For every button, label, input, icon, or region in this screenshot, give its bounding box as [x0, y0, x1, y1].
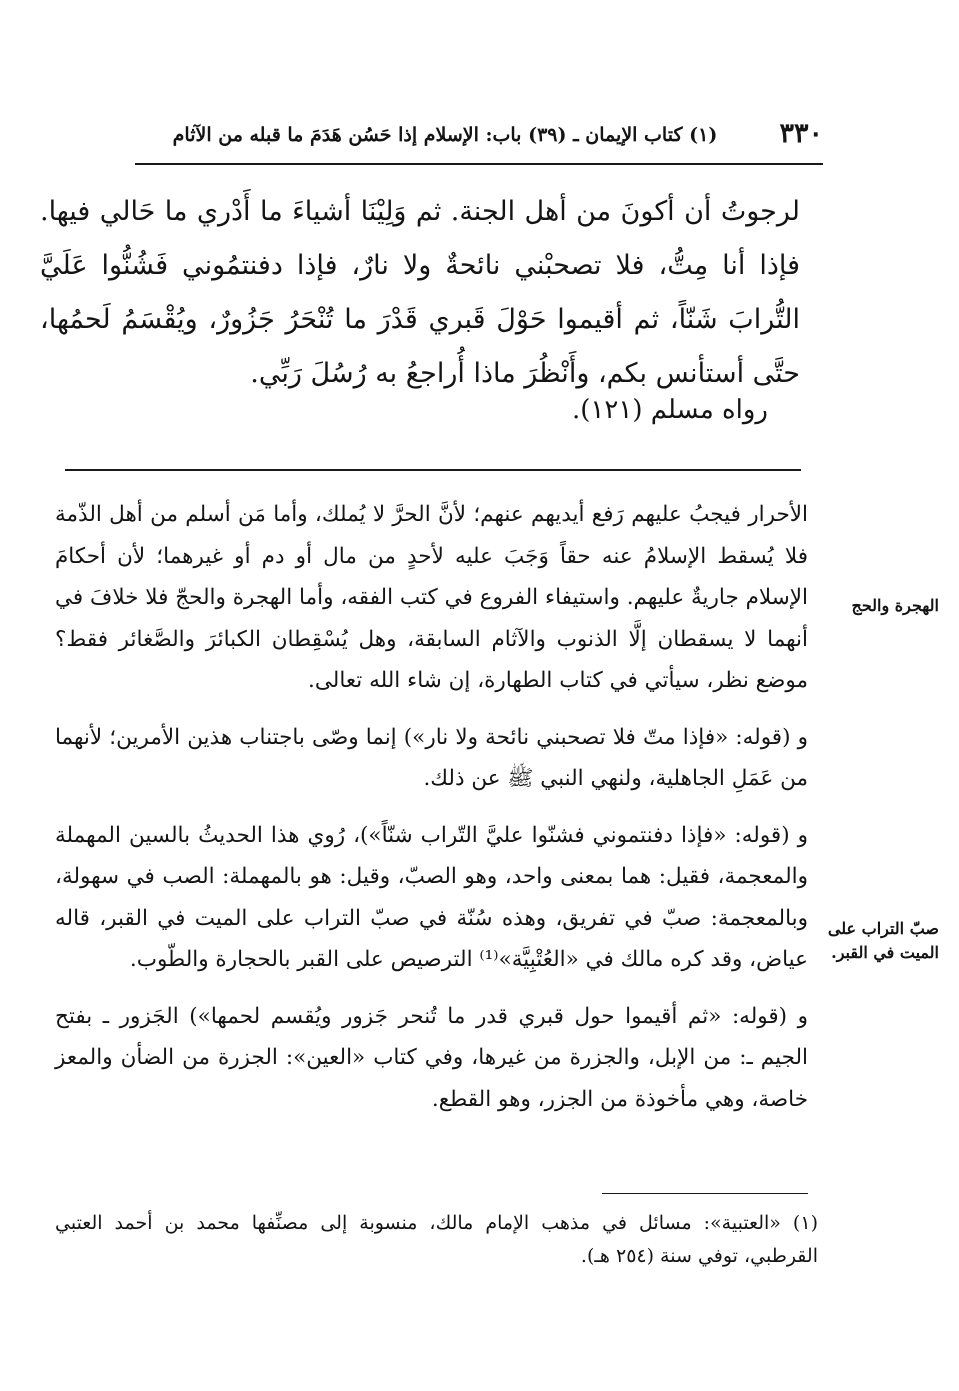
running-title: (١) كتاب الإيمان ـ (٣٩) باب: الإسلام إذا حَسُن هَدَمَ ما قبله من الآثام	[172, 124, 718, 146]
footnote-rule	[602, 1193, 808, 1194]
narration-reference: رواه مسلم (١٢١).	[572, 395, 768, 425]
commentary-body	[55, 494, 808, 1120]
page-header	[135, 118, 823, 158]
footnote: (١) «العتبية»: مسائل في مذهب الإمام مالك، منسوبة إلى مصنِّفها محمد بن أحمد العتبي القرطبي، توفي سنة (٢٥٤ هـ).	[55, 1212, 818, 1267]
section-divider	[65, 469, 801, 471]
commentary-paragraph: الأحرار فيجبُ عليهم رَفع أيديهم عنهم؛ لأنَّ الحرَّ لا يُملك، وأما مَن أسلم من أهل الذّمة فلا يُسقط الإسلامُ عنه حقاً وَجَبَ عليه لأحدٍ من مال أو دم أو غيرهما؛ لأن أحكامَ الإسلام جاريةٌ عليهم. واستيفاء الفروع في كتب الفقه، وأما الهجرة والحجّ فلا خلافَ في أنهما لا يسقطان إلَّا الذنوب والآثام السابقة، وهل يُسْقِطان الكبائرَ والصَّغائر فقط؟ موضع نظر، سيأتي في كتاب الطهارة، إن شاء الله تعالى.	[55, 502, 808, 693]
margin-note-pouring-soil: صبّ التراب على الميت في القبر.	[827, 919, 939, 962]
header-rule	[135, 163, 823, 165]
hadith-text: لرجوتُ أن أكونَ من أهل الجنة. ثم وَلِيْنَا أشياءَ ما أَدْري ما حَالي فيها. فإذا أنا مِتُّ، فلا تصحبْني نائحةٌ ولا نارٌ، فإذا دفنتمُوني فَشُنُّوا عَلَيَّ التُّرابَ شَنّاً، ثم أقيموا حَوْلَ قَبري قَدْرَ ما تُنْحَرُ جَزُورٌ، ويُقْسَمُ لَحمُها، حتَّى أستأنس بكم، وأَنْظُرَ ماذا أُراجعُ به رُسُلَ رَبِّي.	[40, 196, 800, 389]
commentary-paragraph: و (قوله: «فإذا متّ فلا تصحبني نائحة ولا نار») إنما وصّى باجتناب هذين الأمرين؛ لأنهما من عَمَلِ الجاهلية، ولنهي النبي ﷺ عن ذلك.	[55, 724, 808, 791]
page-number: ٣٣٠	[779, 118, 823, 149]
commentary-paragraph: و (قوله: «ثم أقيموا حول قبري قدر ما تُنحر جَزور ويُقسم لحمها») الجَزور ـ بفتح الجيم ـ: من الإبل، والجزرة من غيرها، وفي كتاب «العين»: الجزرة من الضأن والمعز خاصة، وهي مأخوذة من الجزر، وهو القطع.	[55, 1003, 808, 1112]
margin-note-hijra-hajj: الهجرة والحج	[851, 596, 939, 615]
commentary-paragraph: و (قوله: «فإذا دفنتموني فشنّوا عليَّ التّراب شنّاً»)، رُوي هذا الحديثُ بالسين المهملة والمعجمة، فقيل: هما بمعنى واحد، وهو الصبّ، وقيل: هو بالمهملة: الصب في سهولة، وبالمعجمة: صبّ في تفريق، وهذه سُنّة في صبّ التراب على الميت في القبر، قاله عياض، وقد كره مالك في «العُتْبِيَّة»⁽¹⁾ الترصيص على القبر بالحجارة والطّوب.	[55, 822, 808, 972]
